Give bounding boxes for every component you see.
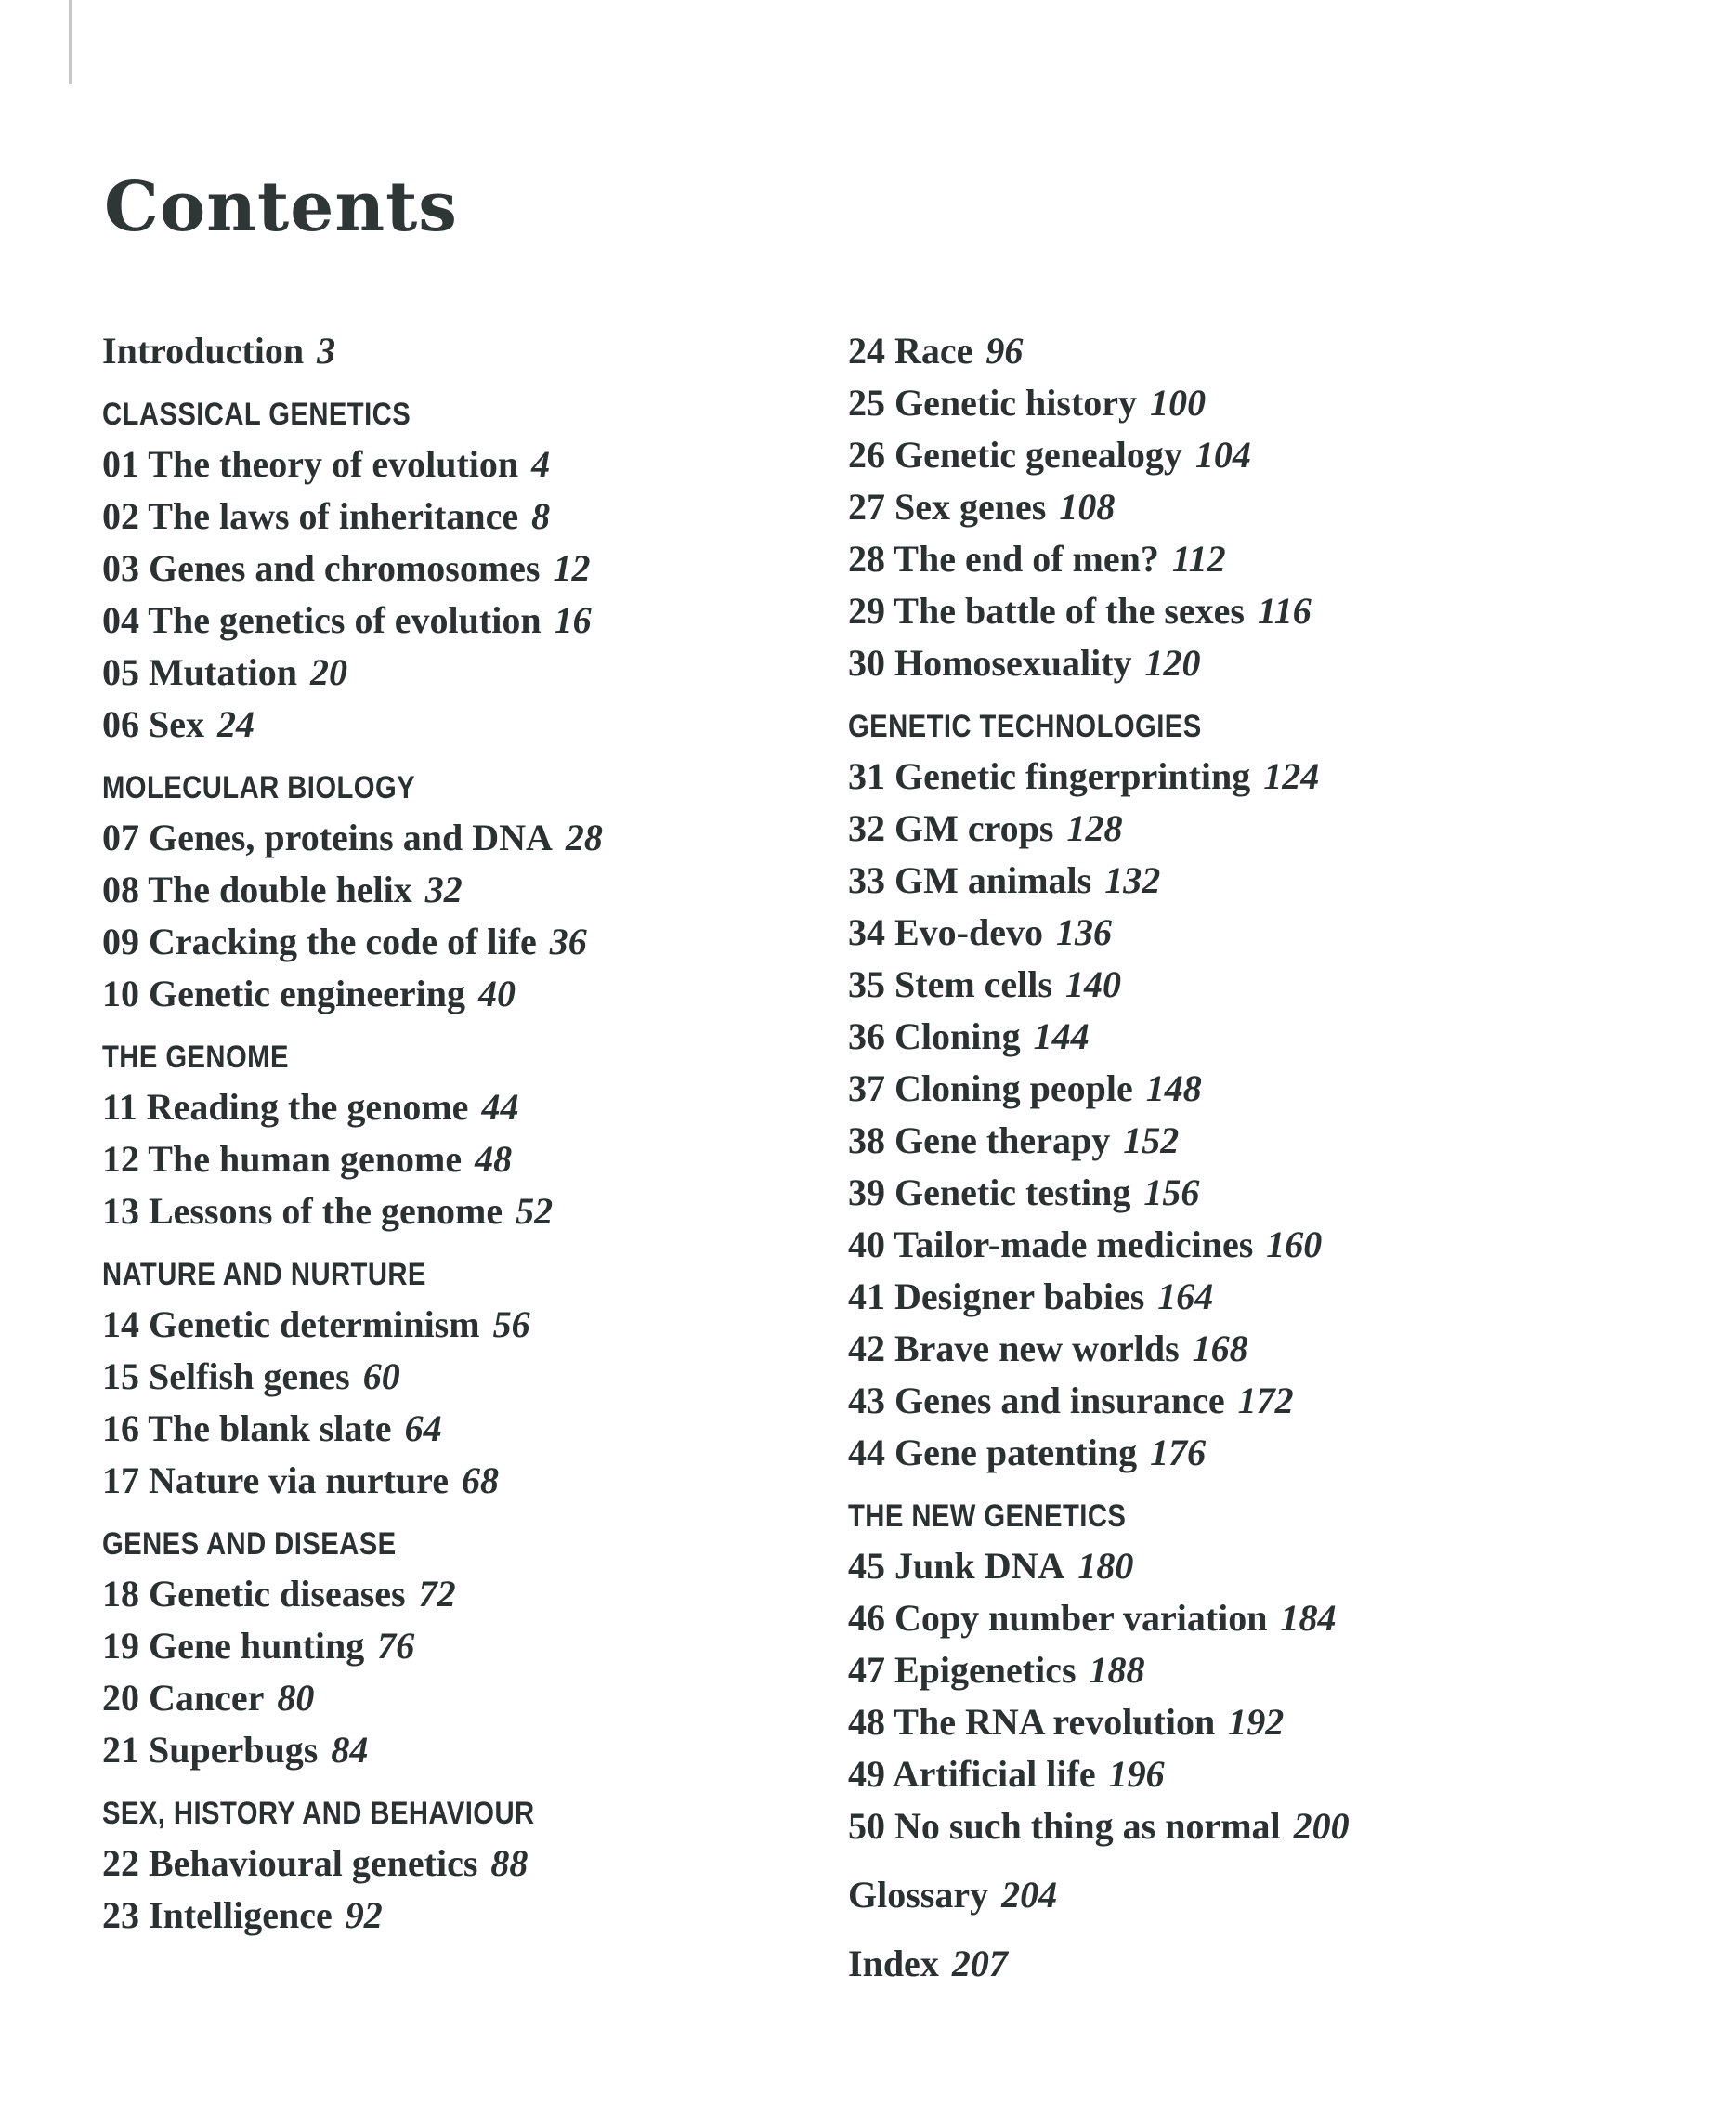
toc-entry-title: 11 Reading the genome — [102, 1086, 469, 1128]
toc-entry-page-number: 72 — [418, 1573, 456, 1615]
toc-entry-title: 30 Homosexuality — [848, 642, 1132, 684]
page-title: Contents — [104, 167, 458, 247]
toc-entry-title: 21 Superbugs — [102, 1729, 319, 1771]
toc-entry-title: 15 Selfish genes — [102, 1355, 350, 1397]
spacer — [848, 1921, 1350, 1938]
toc-entry-title: Index — [848, 1942, 939, 1984]
toc-entry-title: 10 Genetic engineering — [102, 973, 466, 1014]
toc-entry-title: Introduction — [102, 330, 305, 372]
toc-entry-page-number: 128 — [1066, 807, 1123, 849]
toc-entry[interactable] — [848, 1800, 1350, 1852]
toc-entry[interactable] — [102, 699, 605, 751]
toc-entry[interactable] — [848, 377, 1350, 429]
toc-entry-page-number: 172 — [1237, 1380, 1294, 1421]
toc-entry-page-number: 180 — [1077, 1545, 1134, 1587]
spacer — [848, 1852, 1350, 1869]
toc-entry[interactable] — [848, 907, 1350, 959]
toc-entry[interactable] — [848, 1748, 1350, 1800]
toc-entry-page-number: 140 — [1064, 963, 1121, 1005]
toc-entry-page-number: 108 — [1059, 486, 1116, 528]
toc-entry-page-number: 168 — [1192, 1328, 1248, 1369]
toc-right-column — [848, 325, 1350, 1990]
toc-entry-page-number: 112 — [1171, 538, 1226, 580]
toc-entry-page-number: 80 — [277, 1677, 315, 1719]
toc-entry-title: 24 Race — [848, 330, 973, 372]
toc-entry-page-number: 188 — [1089, 1649, 1145, 1691]
toc-entry[interactable] — [848, 1869, 1350, 1921]
section-heading-the-new-genetics: THE NEW GENETICS — [848, 1498, 1127, 1534]
toc-entry-page-number: 148 — [1145, 1067, 1202, 1109]
toc-entry-page-number: 60 — [362, 1355, 400, 1397]
toc-entry-page-number: 120 — [1144, 642, 1201, 684]
toc-entry-title: 40 Tailor-made medicines — [848, 1223, 1254, 1265]
toc-entry-page-number: 4 — [531, 443, 551, 485]
toc-entry-page-number: 68 — [461, 1459, 499, 1501]
toc-entry-title: 26 Genetic genealogy — [848, 434, 1182, 476]
section-heading-the-genome: THE GENOME — [102, 1040, 289, 1075]
toc-entry[interactable] — [848, 1323, 1350, 1375]
toc-entry[interactable] — [848, 585, 1350, 637]
toc-entry-title: 16 The blank slate — [102, 1407, 392, 1449]
toc-entry-title: Glossary — [848, 1874, 989, 1916]
section-heading-nature-and-nurture: NATURE AND NURTURE — [102, 1257, 426, 1292]
toc-entry-page-number: 92 — [345, 1894, 383, 1936]
toc-entry[interactable] — [848, 751, 1350, 803]
toc-entry[interactable] — [102, 1724, 605, 1776]
toc-entry[interactable] — [102, 968, 605, 1020]
toc-entry-page-number: 64 — [404, 1407, 442, 1449]
toc-entry-page-number: 40 — [478, 973, 516, 1014]
toc-entry-title: 28 The end of men? — [848, 538, 1159, 580]
toc-entry-page-number: 48 — [475, 1138, 513, 1180]
toc-entry[interactable] — [102, 1568, 605, 1620]
toc-entry-title: 13 Lessons of the genome — [102, 1190, 503, 1232]
toc-entry-title: 46 Copy number variation — [848, 1597, 1268, 1639]
toc-entry-page-number: 192 — [1228, 1701, 1285, 1743]
toc-entry-page-number: 56 — [492, 1303, 530, 1345]
toc-entry-title: 23 Intelligence — [102, 1894, 333, 1936]
scan-edge-mark — [69, 0, 72, 84]
toc-entry-page-number: 176 — [1150, 1432, 1207, 1473]
toc-entry[interactable] — [102, 1890, 605, 1942]
toc-entry-page-number: 184 — [1280, 1597, 1337, 1639]
toc-entry[interactable] — [102, 1403, 605, 1455]
toc-entry-title: 48 The RNA revolution — [848, 1701, 1216, 1743]
toc-left-column — [102, 325, 605, 1942]
toc-entry[interactable] — [848, 1167, 1350, 1219]
toc-entry[interactable] — [848, 1271, 1350, 1323]
toc-entry-title: 14 Genetic determinism — [102, 1303, 480, 1345]
toc-entry-title: 05 Mutation — [102, 651, 297, 693]
toc-entry[interactable] — [102, 491, 605, 543]
toc-entry[interactable] — [848, 1592, 1350, 1644]
toc-entry[interactable] — [102, 543, 605, 595]
toc-entry[interactable] — [848, 1063, 1350, 1115]
toc-entry[interactable] — [102, 1672, 605, 1724]
toc-entry[interactable] — [102, 916, 605, 968]
toc-entry[interactable] — [848, 637, 1350, 689]
toc-entry-page-number: 100 — [1150, 382, 1207, 424]
section-heading-molecular-biology: MOLECULAR BIOLOGY — [102, 770, 416, 805]
toc-entry[interactable] — [848, 1540, 1350, 1592]
toc-entry[interactable] — [102, 1838, 605, 1890]
toc-entry-page-number: 12 — [553, 547, 591, 589]
toc-entry[interactable] — [102, 1351, 605, 1403]
toc-entry-page-number: 88 — [490, 1842, 529, 1884]
toc-entry-title: 06 Sex — [102, 703, 204, 745]
toc-entry-page-number: 200 — [1293, 1805, 1350, 1847]
toc-entry-title: 41 Designer babies — [848, 1275, 1145, 1317]
toc-entry-title: 50 No such thing as normal — [848, 1805, 1281, 1847]
toc-entry[interactable] — [848, 1011, 1350, 1063]
toc-entry[interactable] — [848, 1427, 1350, 1479]
toc-entry-page-number: 96 — [985, 330, 1024, 372]
section-heading-genes-and-disease: GENES AND DISEASE — [102, 1526, 397, 1562]
toc-entry[interactable] — [102, 864, 605, 916]
toc-entry-page-number: 52 — [516, 1190, 554, 1232]
toc-entry[interactable] — [848, 1375, 1350, 1427]
toc-entry-title: 44 Gene patenting — [848, 1432, 1138, 1473]
toc-entry-page-number: 207 — [951, 1942, 1008, 1984]
toc-entry-title: 45 Junk DNA — [848, 1545, 1065, 1587]
toc-entry[interactable] — [848, 429, 1350, 481]
toc-entry-title: 36 Cloning — [848, 1015, 1021, 1057]
toc-entry-title: 43 Genes and insurance — [848, 1380, 1225, 1421]
toc-entry-title: 39 Genetic testing — [848, 1171, 1131, 1213]
toc-entry[interactable] — [848, 533, 1350, 585]
toc-entry-page-number: 104 — [1194, 434, 1251, 476]
toc-entry-title: 27 Sex genes — [848, 486, 1047, 528]
toc-entry[interactable] — [848, 803, 1350, 855]
toc-entry-title: 03 Genes and chromosomes — [102, 547, 541, 589]
toc-entry-title: 19 Gene hunting — [102, 1625, 365, 1667]
toc-entry-page-number: 76 — [377, 1625, 415, 1667]
toc-entry-title: 34 Evo-devo — [848, 911, 1043, 953]
toc-entry-title: 31 Genetic fingerprinting — [848, 755, 1251, 797]
toc-entry[interactable] — [102, 325, 605, 377]
section-heading-genetic-technologies: GENETIC TECHNOLOGIES — [848, 709, 1202, 744]
toc-entry[interactable] — [102, 812, 605, 864]
toc-entry-page-number: 196 — [1108, 1753, 1165, 1795]
toc-entry[interactable] — [848, 481, 1350, 533]
toc-entry-page-number: 152 — [1123, 1119, 1180, 1161]
toc-entry[interactable] — [848, 1938, 1350, 1990]
toc-entry-title: 01 The theory of evolution — [102, 443, 519, 485]
toc-entry-page-number: 156 — [1143, 1171, 1200, 1213]
section-heading-classical-genetics: CLASSICAL GENETICS — [102, 397, 411, 432]
toc-entry-title: 42 Brave new worlds — [848, 1328, 1180, 1369]
toc-entry-page-number: 8 — [531, 495, 551, 537]
toc-entry-title: 32 GM crops — [848, 807, 1054, 849]
toc-entry-page-number: 164 — [1157, 1275, 1214, 1317]
toc-entry-page-number: 132 — [1104, 859, 1161, 901]
toc-entry-page-number: 28 — [565, 817, 603, 858]
toc-entry-page-number: 20 — [310, 651, 347, 693]
toc-entry-title: 33 GM animals — [848, 859, 1092, 901]
toc-entry[interactable] — [102, 1185, 605, 1237]
toc-entry-title: 08 The double helix — [102, 869, 412, 910]
toc-entry[interactable] — [848, 1115, 1350, 1167]
section-heading-sex-history-and-behaviour: SEX, HISTORY AND BEHAVIOUR — [102, 1796, 535, 1831]
toc-entry[interactable] — [848, 855, 1350, 907]
toc-entry-page-number: 124 — [1263, 755, 1320, 797]
toc-entry[interactable] — [848, 1219, 1350, 1271]
toc-entry[interactable] — [102, 647, 605, 699]
toc-entry[interactable] — [102, 1620, 605, 1672]
toc-entry-page-number: 32 — [424, 869, 463, 910]
toc-entry[interactable] — [102, 1455, 605, 1507]
toc-entry[interactable] — [848, 1696, 1350, 1748]
toc-entry-page-number: 160 — [1266, 1223, 1323, 1265]
toc-entry-title: 07 Genes, proteins and DNA — [102, 817, 553, 858]
toc-entry[interactable] — [848, 959, 1350, 1011]
toc-entry[interactable] — [848, 1644, 1350, 1696]
toc-entry-title: 12 The human genome — [102, 1138, 463, 1180]
toc-entry-title: 29 The battle of the sexes — [848, 590, 1245, 632]
toc-entry-page-number: 204 — [1001, 1874, 1058, 1916]
toc-entry-page-number: 44 — [481, 1086, 519, 1128]
toc-entry-title: 04 The genetics of evolution — [102, 599, 542, 641]
toc-entry-title: 18 Genetic diseases — [102, 1573, 406, 1615]
toc-entry-title: 20 Cancer — [102, 1677, 265, 1719]
toc-entry[interactable] — [102, 595, 605, 647]
toc-entry[interactable] — [102, 438, 605, 491]
toc-entry-title: 35 Stem cells — [848, 963, 1052, 1005]
toc-entry-page-number: 3 — [317, 330, 336, 372]
toc-entry-title: 09 Cracking the code of life — [102, 921, 537, 962]
toc-entry[interactable] — [848, 325, 1350, 377]
toc-entry-title: 47 Epigenetics — [848, 1649, 1077, 1691]
toc-entry-page-number: 16 — [554, 599, 592, 641]
toc-entry-title: 49 Artificial life — [848, 1753, 1096, 1795]
toc-entry-page-number: 36 — [549, 921, 587, 962]
toc-entry-title: 17 Nature via nurture — [102, 1459, 449, 1501]
toc-entry-title: 25 Genetic history — [848, 382, 1138, 424]
toc-entry-page-number: 84 — [331, 1729, 369, 1771]
toc-entry-page-number: 136 — [1056, 911, 1112, 953]
toc-entry[interactable] — [102, 1081, 605, 1133]
toc-entry-title: 22 Behavioural genetics — [102, 1842, 478, 1884]
toc-entry-page-number: 144 — [1033, 1015, 1090, 1057]
toc-entry[interactable] — [102, 1133, 605, 1185]
toc-entry-page-number: 24 — [217, 703, 255, 745]
toc-entry-title: 02 The laws of inheritance — [102, 495, 519, 537]
toc-entry-title: 38 Gene therapy — [848, 1119, 1111, 1161]
toc-entry-title: 37 Cloning people — [848, 1067, 1133, 1109]
toc-entry[interactable] — [102, 1299, 605, 1351]
toc-entry-page-number: 116 — [1258, 590, 1312, 632]
